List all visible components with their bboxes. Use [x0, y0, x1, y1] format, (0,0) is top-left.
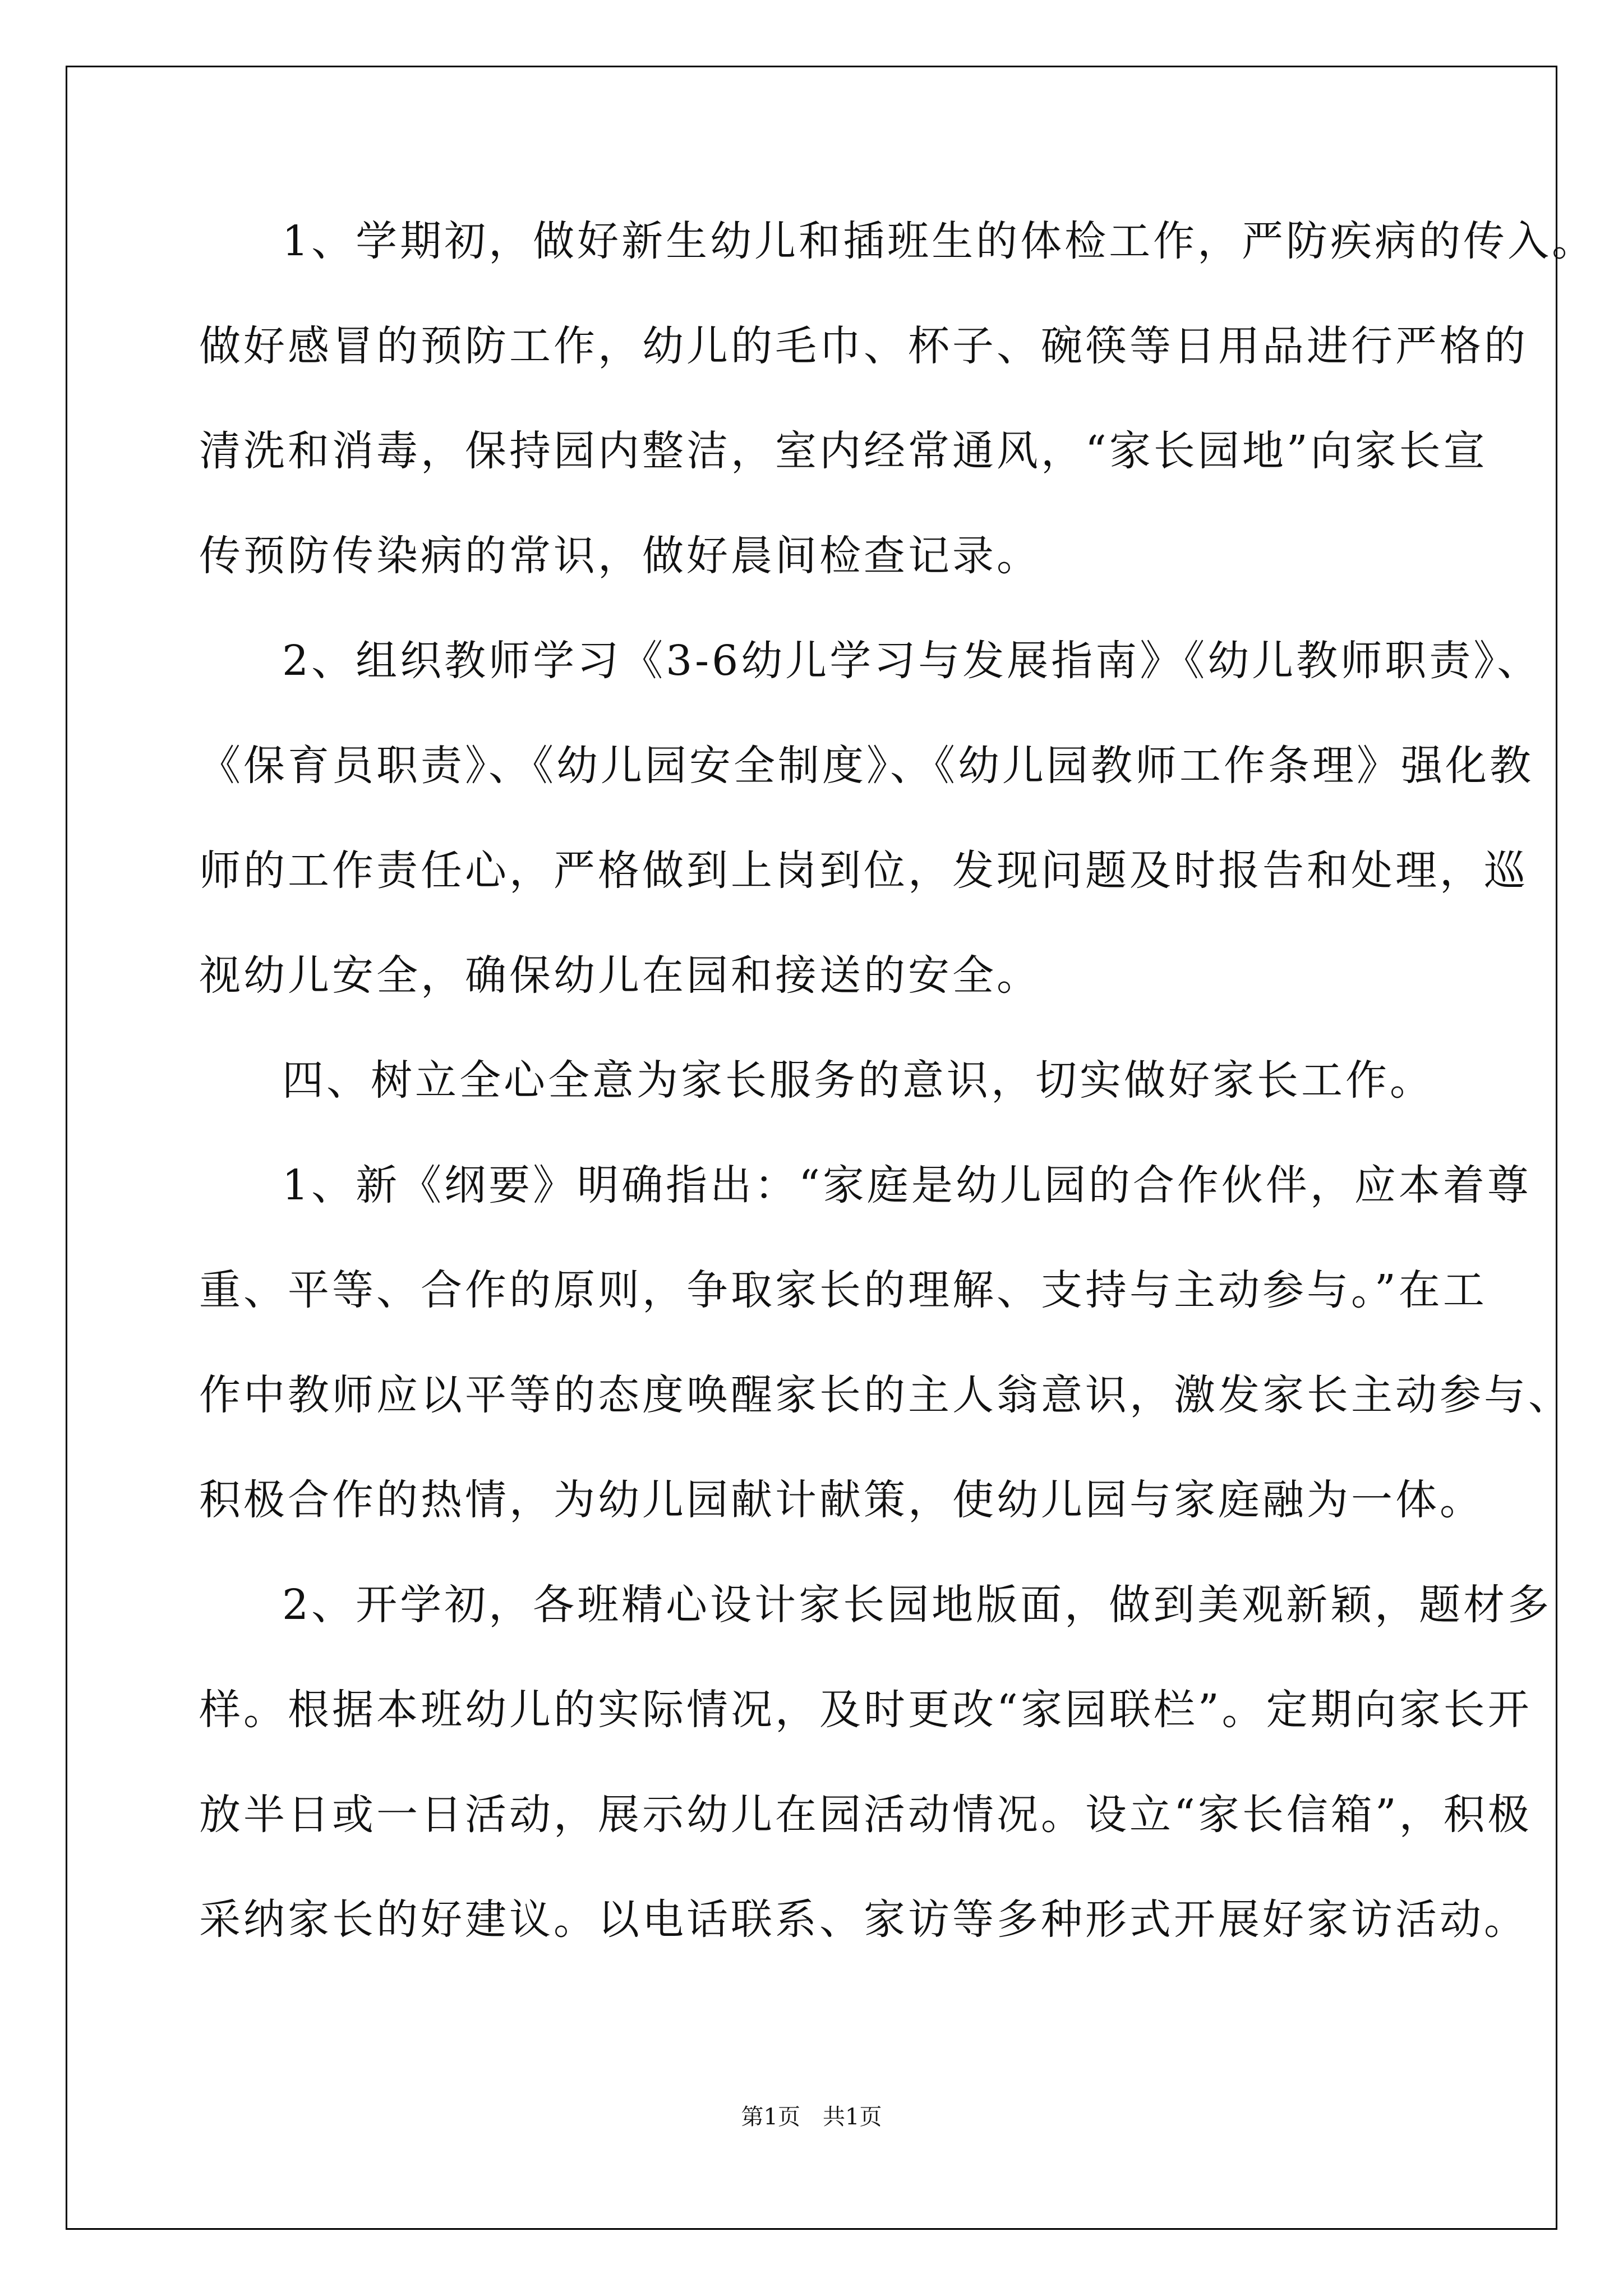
paragraph-4-line-4: 采纳家长的好建议。以电话联系、家访等多种形式开展好家访活动。	[199, 1895, 1528, 1944]
paragraph-2-line-2: 《保育员职责》、《幼儿园安全制度》、《幼儿园教师工作条理》强化教	[199, 742, 1534, 790]
paragraph-1-line-2: 做好感冒的预防工作，幼儿的毛巾、杯子、碗筷等日用品进行严格的	[199, 322, 1528, 370]
paragraph-1-line-3: 清洗和消毒，保持园内整洁，室内经常通风，“家长园地”向家长宣	[199, 427, 1488, 475]
paragraph-4-line-3: 放半日或一日活动，展示幼儿在园活动情况。设立“家长信箱”，积极	[199, 1791, 1532, 1839]
section-heading-4: 四、树立全心全意为家长服务的意识，切实做好家长工作。	[282, 1056, 1434, 1105]
paragraph-2-line-3: 师的工作责任心，严格做到上岗到位，发现问题及时报告和处理，巡	[199, 846, 1528, 895]
page-total: 共1页	[823, 2104, 882, 2130]
paragraph-3-line-2: 重、平等、合作的原则，争取家长的理解、支持与主动参与。”在工	[199, 1266, 1487, 1314]
paragraph-4-line-1: 2、开学初，各班精心设计家长园地版面，做到美观新颖，题材多	[282, 1581, 1552, 1629]
page-number: 第1页	[741, 2104, 800, 2130]
paragraph-2-line-4: 视幼儿安全，确保幼儿在园和接送的安全。	[199, 951, 1041, 1000]
paragraph-3-line-1: 1、新《纲要》明确指出：“家庭是幼儿园的合作伙伴，应本着尊	[282, 1161, 1532, 1209]
paragraph-1-line-1: 1、学期初，做好新生幼儿和插班生的体检工作，严防疾病的传入。	[282, 217, 1597, 265]
paragraph-2-line-1: 2、组织教师学习《3-6幼儿学习与发展指南》《幼儿教师职责》、	[282, 637, 1542, 685]
paragraph-3-line-4: 积极合作的热情，为幼儿园献计献策，使幼儿园与家庭融为一体。	[199, 1476, 1484, 1524]
paragraph-3-line-3: 作中教师应以平等的态度唤醒家长的主人翁意识，激发家长主动参与、	[199, 1371, 1573, 1419]
page-footer	[0, 2100, 1623, 2134]
paragraph-4-line-2: 样。根据本班幼儿的实际情况，及时更改“家园联栏”。定期向家长开	[199, 1686, 1532, 1734]
paragraph-1-line-4: 传预防传染病的常识，做好晨间检查记录。	[199, 532, 1041, 580]
